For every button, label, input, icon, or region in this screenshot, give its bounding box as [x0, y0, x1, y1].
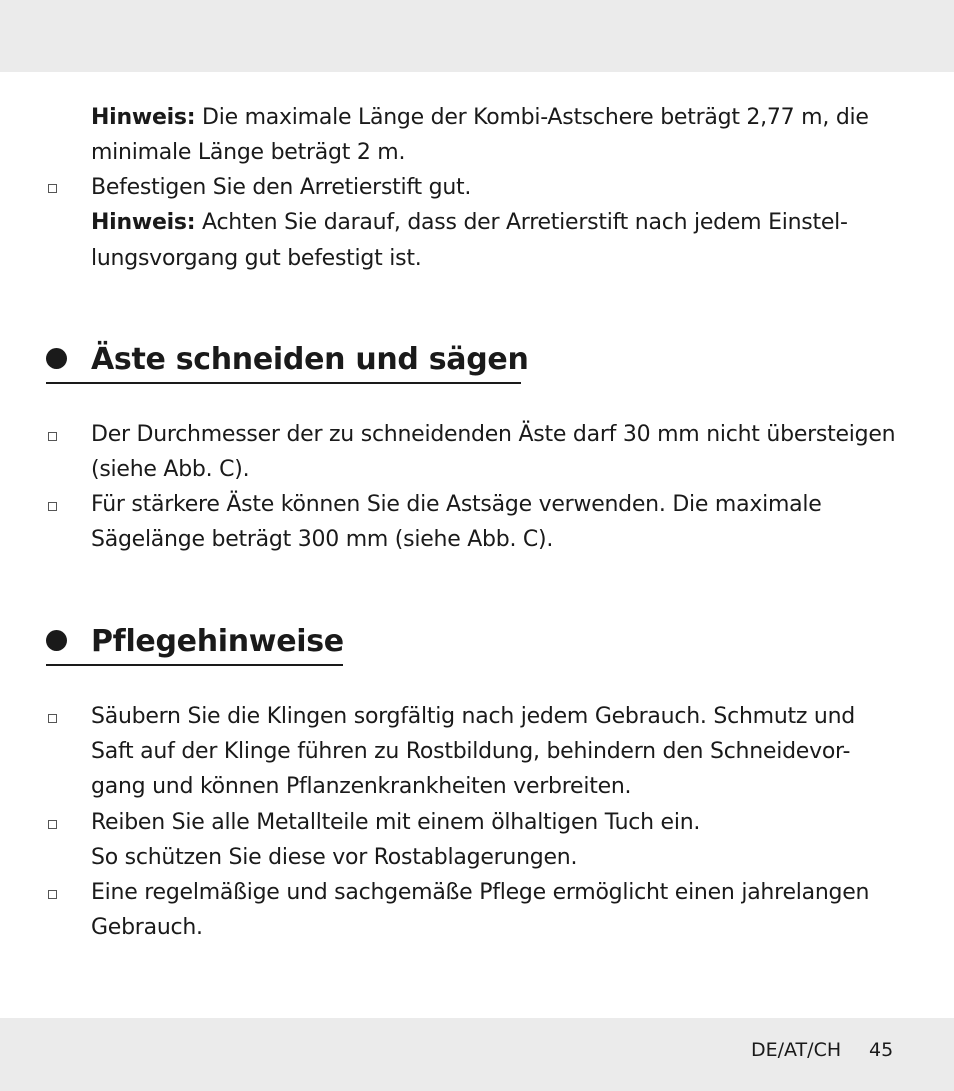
checkbox-icon	[48, 890, 57, 899]
checkbox-icon	[48, 820, 57, 829]
note-text-line: minimale Länge beträgt 2 m.	[91, 140, 406, 165]
list-item-continuation: Gebrauch.	[91, 915, 203, 940]
bullet-icon	[46, 630, 67, 651]
note-text-line: lungsvorgang gut befestigt ist.	[91, 246, 422, 271]
note-paragraph	[91, 100, 869, 135]
section-title: Pflegehinweise	[91, 624, 344, 659]
list-item: Reiben Sie alle Metallteile mit einem ölhaltigen Tuch ein.	[91, 810, 701, 835]
list-item: Säubern Sie die Klingen sorgfältig nach jedem Gebrauch. Schmutz und	[91, 704, 856, 729]
list-item: Der Durchmesser der zu schneidenden Äste darf 30 mm nicht übersteigen	[91, 422, 896, 447]
section-title: Äste schneiden und sägen	[91, 342, 529, 377]
note-label: Hinweis:	[91, 105, 196, 130]
note-label: Hinweis:	[91, 210, 196, 235]
list-item: Für stärkere Äste können Sie die Astsäge verwenden. Die maximale	[91, 492, 822, 517]
note-text: Die maximale Länge der Kombi-Astschere beträgt 2,77 m, die	[195, 105, 869, 130]
note-paragraph	[91, 205, 848, 240]
bullet-icon	[46, 348, 67, 369]
section-heading	[46, 342, 529, 384]
list-item-continuation: (siehe Abb. C).	[91, 457, 250, 482]
header-band	[0, 0, 954, 72]
checkbox-icon	[48, 714, 57, 723]
checkbox-icon	[48, 432, 57, 441]
list-item: Eine regelmäßige und sachgemäße Pflege ermöglicht einen jahrelangen	[91, 880, 870, 905]
list-item: Befestigen Sie den Arretierstift gut.	[91, 175, 472, 200]
list-item-continuation: Sägelänge beträgt 300 mm (siehe Abb. C).	[91, 527, 554, 552]
page-number: 45	[869, 1039, 894, 1061]
list-item-continuation: So schützen Sie diese vor Rostablagerungen.	[91, 845, 578, 870]
list-item-continuation: gang und können Pflanzenkrankheiten verbreiten.	[91, 774, 632, 799]
section-heading	[46, 624, 343, 666]
checkbox-icon	[48, 502, 57, 511]
region-label: DE/AT/CH	[751, 1039, 842, 1061]
checkbox-icon	[48, 184, 57, 193]
list-item-continuation: Saft auf der Klinge führen zu Rostbildung, behindern den Schneidevor-	[91, 739, 851, 764]
note-text: Achten Sie darauf, dass der Arretierstift nach jedem Einstel-	[195, 210, 848, 235]
